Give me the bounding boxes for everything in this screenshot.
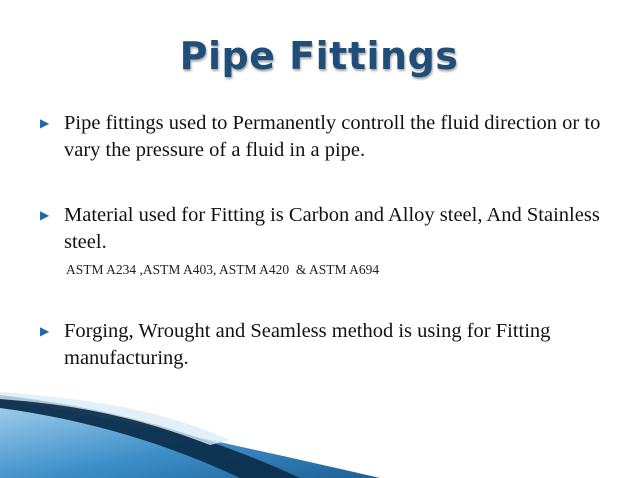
bullet-arrow-icon: ▶ [40,116,50,130]
bullet-arrow-icon: ▶ [40,208,50,222]
bullet-text: Material used for Fitting is Carbon and Alloy steel, And Stainless steel. [64,204,600,253]
bullet-text: Forging, Wrought and Seamless method is using for Fitting manufacturing. [64,320,551,369]
slide-title: Pipe Fittings [179,34,459,78]
bullet-text: Pipe fittings used to Permanently controll the fluid direction or to vary the pressure of a fluid in a pipe. [64,112,601,161]
astm-standards-note: ASTM A234 ,ASTM A403, ASTM A420 & ASTM A694 [66,262,380,277]
bullet-arrow-icon: ▶ [40,324,50,338]
